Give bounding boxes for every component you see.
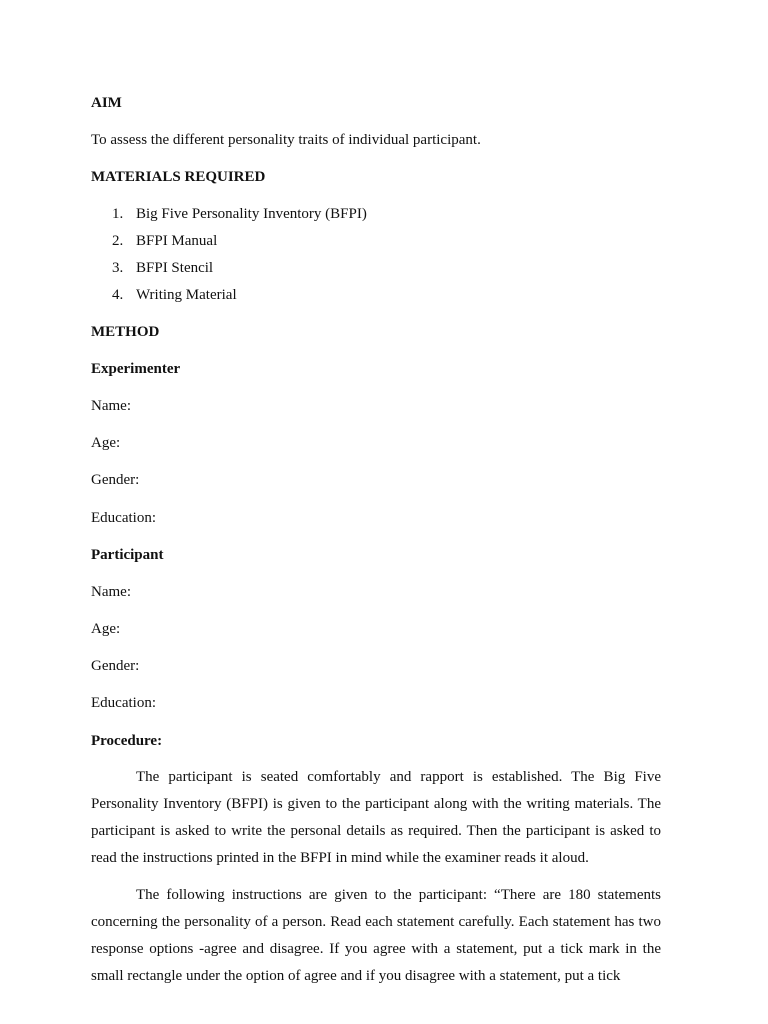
list-text: BFPI Stencil <box>136 260 214 276</box>
method-heading: METHOD <box>91 324 160 340</box>
list-number: 2. <box>112 233 124 249</box>
participant-name-field: Name: <box>91 584 131 600</box>
experimenter-gender-field: Gender: <box>91 472 140 488</box>
list-text: BFPI Manual <box>136 233 218 249</box>
materials-list-item <box>112 286 237 304</box>
participant-heading: Participant <box>91 547 164 563</box>
list-number: 1. <box>112 206 124 222</box>
materials-list-item <box>112 205 367 223</box>
experimenter-heading: Experimenter <box>91 361 181 377</box>
experimenter-name-field: Name: <box>91 398 131 414</box>
procedure-paragraph: The following instructions are given to the participant: “There are 180 statements concerning the personality of a person. Read each statement carefully. Each statement has two response options -agree and disagree. If you agree with a statement, put a tick mark in the small rectangle under the option of agree and if you disagree with a statement, put a tick <box>91 887 661 984</box>
aim-text: To assess the different personality traits of individual participant. <box>91 132 481 148</box>
materials-list-item <box>112 232 217 250</box>
list-number: 3. <box>112 260 124 276</box>
participant-education-field: Education: <box>91 695 156 711</box>
participant-age-field: Age: <box>91 621 121 637</box>
procedure-paragraph: The participant is seated comfortably and rapport is established. The Big Five Personality Inventory (BFPI) is given to the participant along with the writing materials. The participant is asked to write the personal details as required. Then the participant is asked to read the instructions printed in the BFPI in mind while the examiner reads it aloud. <box>91 769 661 866</box>
materials-heading: MATERIALS REQUIRED <box>91 169 266 185</box>
experimenter-age-field: Age: <box>91 435 121 451</box>
experimenter-education-field: Education: <box>91 510 156 526</box>
list-text: Writing Material <box>136 287 237 303</box>
list-text: Big Five Personality Inventory (BFPI) <box>136 206 367 222</box>
aim-heading: AIM <box>91 95 122 111</box>
materials-list-item <box>112 259 213 277</box>
list-number: 4. <box>112 287 124 303</box>
participant-gender-field: Gender: <box>91 658 140 674</box>
procedure-heading: Procedure: <box>91 733 163 749</box>
